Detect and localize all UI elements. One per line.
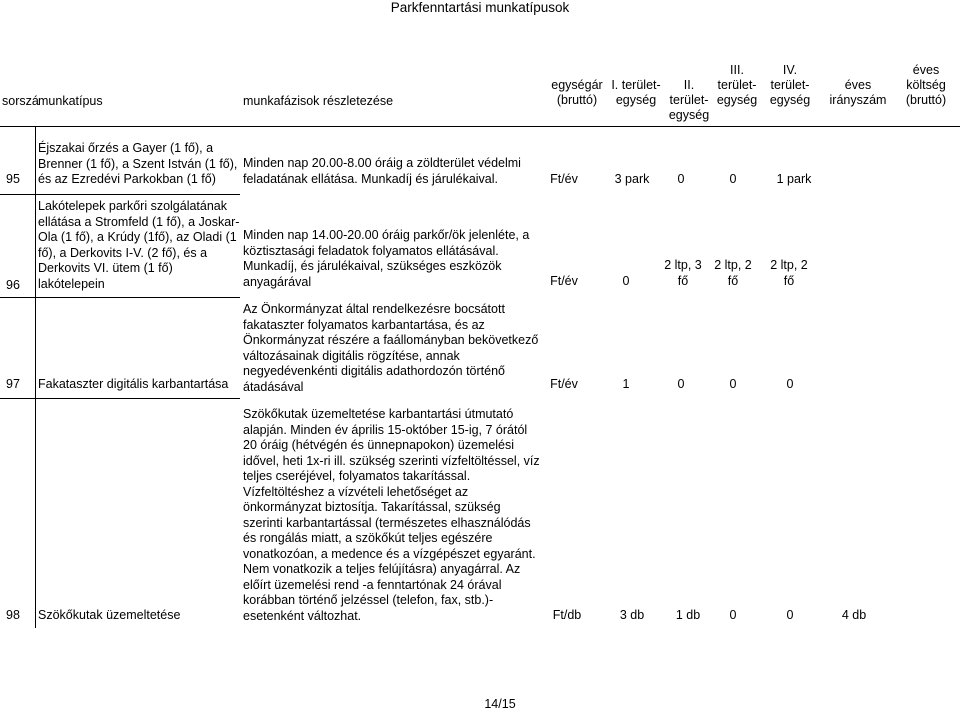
- column-divider: [35, 126, 36, 628]
- row-t2: 0: [677, 377, 685, 391]
- row-t1: 0: [622, 274, 630, 288]
- row-unit-price: Ft/db: [552, 608, 582, 622]
- header-bottom-border: [0, 126, 960, 127]
- header-iranyszam: éves irányszám: [829, 78, 887, 107]
- row-divider: [0, 297, 240, 298]
- row-iranyszam: 4 db: [841, 608, 867, 622]
- row-t3: 0: [729, 377, 737, 391]
- row-number: 96: [6, 278, 20, 292]
- header-teruletegyseg-3: III. terület- egység: [716, 63, 758, 107]
- row-unit-price: Ft/év: [550, 274, 578, 288]
- row-t3: 2 ltp, 2 fő: [714, 258, 752, 288]
- row-detail: Minden nap 20.00-8.00 óráig a zöldterület védelmi feladatának ellátása. Munkadíj és járulékaival.: [243, 156, 521, 186]
- row-t2: 1 db: [675, 608, 701, 622]
- row-t2: 0: [677, 172, 685, 186]
- row-t4: 0: [786, 608, 794, 622]
- row-number: 95: [6, 172, 20, 186]
- row-t4: 0: [786, 377, 794, 391]
- row-unit-price: Ft/év: [550, 172, 578, 186]
- row-t3: 0: [729, 172, 737, 186]
- header-teruletegyseg-1: I. terület- egység: [611, 78, 661, 107]
- page-number: 14/15: [484, 697, 516, 711]
- row-type: Éjszakai őrzés a Gayer (1 fő), a Brenner (1 fő), a Szent István (1 fő), és az Ezredévi Parkokban (1 fő): [38, 141, 238, 186]
- row-t2: 2 ltp, 3 fő: [664, 258, 702, 288]
- row-t1: 1: [622, 377, 630, 391]
- row-t3: 0: [729, 608, 737, 622]
- header-munkatipus: munkatípus: [38, 94, 103, 108]
- row-t1: 3 db: [619, 608, 645, 622]
- row-type: Fakataszter digitális karbantartása: [38, 377, 229, 391]
- row-type: Szökőkutak üzemeltetése: [38, 608, 181, 622]
- header-koltseg: éves költség (bruttó): [905, 63, 947, 107]
- row-number: 98: [6, 608, 20, 622]
- row-detail: Szökőkutak üzemeltetése karbantartási útmutató alapján. Minden év április 15-október 15-ig, 7 órától 20 óráig (hétvégén és ünnepnapokon) üzemelési idővel, heti 1x-ri ill. szükség szerinti vízfeltöltéssel, víz teljes cseréjével, folyamatos takarítással. Vízfeltöltéshez a vízvételi lehetőséget az önkormányzat biztosítja. Takarítással, szükség szerinti karbantartással (természetes elhasználódás és rongálás miatt, a szökőkút teljes egészére vonatkozóan, a medence és a vízgépészet egyaránt. Nem vonatkozik a teljes felújításra) anyagárral. Az előírt üzemelési rend -a fenntartónak 24 órával korábban történő jelzéssel (telefon, fax, stb.)- esetenként változhat.: [243, 407, 540, 623]
- row-divider: [0, 398, 240, 399]
- header-reszletezes: munkafázisok részletezése: [243, 94, 394, 108]
- row-divider: [0, 194, 240, 195]
- row-detail: Az Önkormányzat által rendelkezésre bocsátott fakataszter folyamatos karbantartása, és az Önkormányzat részére a faállományban bekövetkező változásainak digitális rögzítése, annak negyedévenkénti digitális adathordozón történő átadásával: [243, 302, 539, 394]
- row-t1: 3 park: [614, 172, 650, 186]
- row-number: 97: [6, 377, 20, 391]
- header-sorszam: sorszá: [2, 94, 39, 108]
- page-title: Parkfenntartási munkatípusok: [390, 0, 570, 15]
- row-t4: 1 park: [776, 172, 812, 186]
- row-t4: 2 ltp, 2 fő: [770, 258, 808, 288]
- row-type: Lakótelepek parkőri szolgálatának ellátása a Stromfeld (1 fő), a Joskar- Ola (1 fő), a Krúdy (1fő), az Oladi (1 fő), a Derkovits I-V. (2 fő), és a Derkovits VI. ütem (1 fő) lakótelepein: [38, 199, 240, 291]
- row-unit-price: Ft/év: [550, 377, 578, 391]
- header-egysegar: egységár (bruttó): [551, 78, 603, 107]
- row-detail: Minden nap 14.00-20.00 óráig parkőr/ök jelenléte, a köztisztasági feladatok folyamatos ellátásával. Munkadíj, és járulékaival, szükséges eszközök anyagárával: [243, 228, 530, 289]
- header-teruletegyseg-2: II. terület- egység: [668, 78, 710, 122]
- header-teruletegyseg-4: IV. terület- egység: [769, 63, 811, 107]
